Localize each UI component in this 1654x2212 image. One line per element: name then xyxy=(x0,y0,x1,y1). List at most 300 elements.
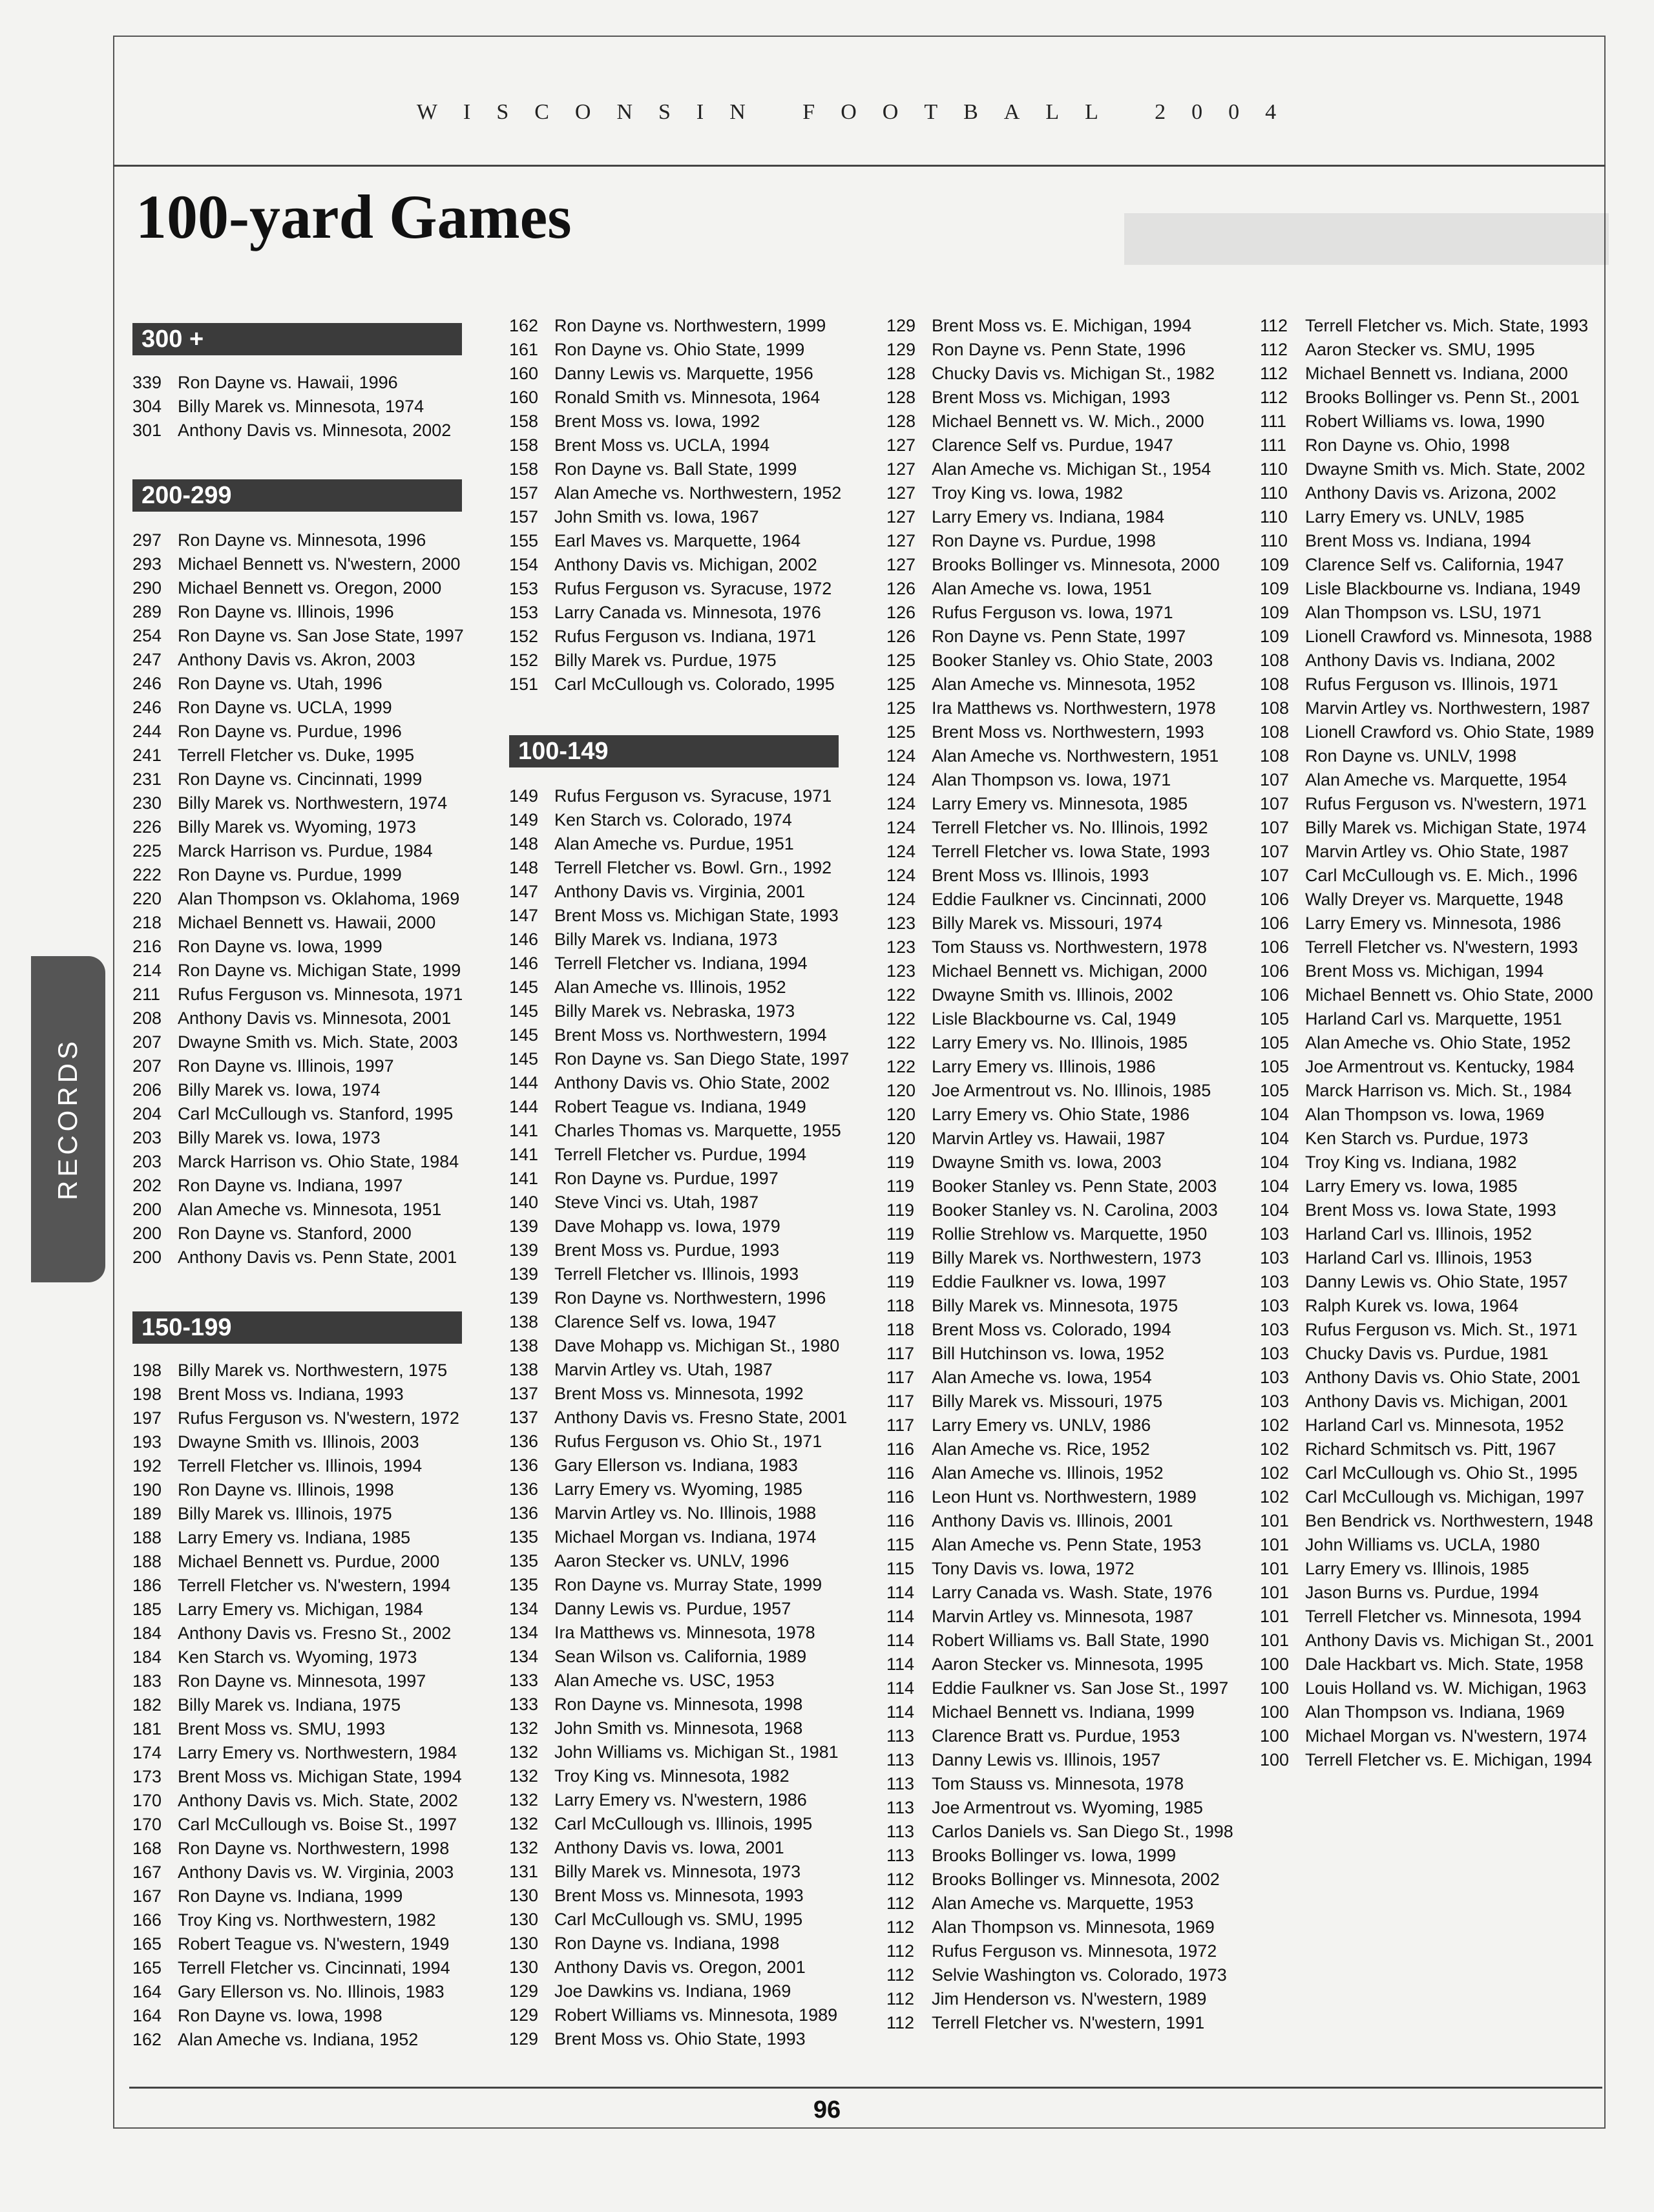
yards-value: 120 xyxy=(886,1129,916,1148)
record-row xyxy=(132,793,447,813)
record-row xyxy=(509,459,797,479)
yards-value: 136 xyxy=(509,1503,539,1523)
record-row xyxy=(132,1456,422,1476)
game-description: Terrell Fletcher vs. Iowa State, 1993 xyxy=(932,842,1210,861)
record-row xyxy=(509,435,769,455)
game-description: Ron Dayne vs. Minnesota, 1998 xyxy=(554,1695,803,1714)
yards-value: 112 xyxy=(1260,364,1288,383)
yards-value: 204 xyxy=(132,1104,162,1123)
record-row xyxy=(132,1432,419,1452)
yards-value: 200 xyxy=(132,1247,162,1267)
yards-value: 158 xyxy=(509,435,539,455)
record-row xyxy=(1260,650,1555,671)
yards-value: 112 xyxy=(886,1989,915,2009)
page-number: 96 xyxy=(813,2096,841,2123)
yards-value: 124 xyxy=(886,794,916,813)
yards-value: 103 xyxy=(1260,1248,1290,1268)
yards-value: 101 xyxy=(1260,1511,1290,1530)
record-row xyxy=(509,929,777,950)
record-row xyxy=(886,1152,1162,1173)
yards-value: 203 xyxy=(132,1152,162,1171)
yards-value: 104 xyxy=(1260,1200,1290,1220)
yards-value: 106 xyxy=(1260,937,1290,957)
yards-value: 120 xyxy=(886,1105,916,1124)
game-description: Ron Dayne vs. Ohio, 1998 xyxy=(1305,435,1510,455)
yards-value: 107 xyxy=(1260,770,1290,789)
yards-value: 114 xyxy=(886,1607,915,1626)
record-row xyxy=(509,674,835,694)
yards-value: 197 xyxy=(132,1408,162,1428)
record-row xyxy=(1260,937,1578,957)
yards-value: 202 xyxy=(132,1176,162,1195)
game-description: Booker Stanley vs. Penn State, 2003 xyxy=(932,1176,1217,1196)
yards-value: 192 xyxy=(132,1456,162,1476)
game-description: Larry Emery vs. Ohio State, 1986 xyxy=(932,1105,1190,1124)
record-row xyxy=(132,912,435,933)
yards-value: 148 xyxy=(509,858,539,877)
game-description: Terrell Fletcher vs. No. Illinois, 1992 xyxy=(932,818,1208,837)
game-description: Michael Bennett vs. Hawaii, 2000 xyxy=(178,913,436,932)
game-description: Larry Emery vs. UNLV, 1986 xyxy=(932,1415,1151,1435)
yards-value: 166 xyxy=(132,1910,162,1930)
record-row xyxy=(1260,1271,1568,1292)
yards-value: 124 xyxy=(886,890,916,909)
record-row xyxy=(132,1384,404,1404)
yards-value: 119 xyxy=(886,1176,915,1196)
record-row xyxy=(886,339,1186,360)
game-description: Brent Moss vs. Iowa, 1992 xyxy=(554,412,760,431)
yards-value: 246 xyxy=(132,698,162,717)
record-row xyxy=(132,960,461,981)
record-row xyxy=(509,833,794,854)
yards-value: 103 xyxy=(1260,1224,1290,1244)
game-description: Louis Holland vs. W. Michigan, 1963 xyxy=(1305,1678,1587,1698)
game-description: Robert Teague vs. N'western, 1949 xyxy=(178,1934,450,1954)
game-description: Brent Moss vs. Michigan, 1994 xyxy=(1305,961,1544,981)
record-row xyxy=(886,1582,1212,1603)
yards-value: 149 xyxy=(509,786,539,806)
yards-value: 145 xyxy=(509,977,539,997)
yards-value: 101 xyxy=(1260,1607,1290,1626)
game-description: Danny Lewis vs. Ohio State, 1957 xyxy=(1305,1272,1568,1291)
yards-value: 114 xyxy=(886,1678,915,1698)
record-row xyxy=(886,363,1215,384)
record-row xyxy=(1260,626,1592,647)
game-description: Richard Schmitsch vs. Pitt, 1967 xyxy=(1305,1439,1556,1459)
game-description: Eddie Faulkner vs. Cincinnati, 2000 xyxy=(932,890,1206,909)
game-description: Alan Ameche vs. Marquette, 1953 xyxy=(932,1894,1194,1913)
record-row xyxy=(509,315,826,336)
record-row xyxy=(132,1103,453,1124)
yards-value: 136 xyxy=(509,1456,539,1475)
record-row xyxy=(509,1813,812,1834)
game-description: Larry Emery vs. No. Illinois, 1985 xyxy=(932,1033,1188,1052)
yards-value: 290 xyxy=(132,578,162,598)
yards-value: 105 xyxy=(1260,1081,1290,1100)
record-row xyxy=(132,1934,449,1954)
game-description: Brent Moss vs. Indiana, 1994 xyxy=(1305,531,1531,550)
game-description: Dwayne Smith vs. Iowa, 2003 xyxy=(932,1153,1162,1172)
game-description: Steve Vinci vs. Utah, 1987 xyxy=(554,1193,759,1212)
yards-value: 128 xyxy=(886,364,916,383)
yards-value: 120 xyxy=(886,1081,916,1100)
yards-value: 106 xyxy=(1260,961,1290,981)
record-row xyxy=(132,1127,381,1148)
yards-value: 145 xyxy=(509,1001,539,1021)
yards-value: 151 xyxy=(509,674,539,694)
record-row xyxy=(886,1056,1156,1077)
yards-value: 129 xyxy=(509,2029,539,2049)
game-description: Brooks Bollinger vs. Penn St., 2001 xyxy=(1305,388,1580,407)
game-description: Michael Bennett vs. Indiana, 1999 xyxy=(932,1702,1195,1722)
game-description: Rufus Ferguson vs. Illinois, 1971 xyxy=(1305,674,1558,694)
yards-value: 136 xyxy=(509,1479,539,1499)
game-description: Brent Moss vs. Indiana, 1993 xyxy=(178,1384,404,1404)
record-row xyxy=(886,578,1152,599)
record-row xyxy=(509,2005,837,2025)
yards-value: 128 xyxy=(886,388,916,407)
game-description: Anthony Davis vs. Arizona, 2002 xyxy=(1305,483,1556,503)
yards-value: 100 xyxy=(1260,1702,1290,1722)
game-description: Ken Starch vs. Wyoming, 1973 xyxy=(178,1647,417,1667)
record-row xyxy=(132,1175,403,1196)
yards-value: 129 xyxy=(509,2005,539,2025)
game-description: Ron Dayne vs. Indiana, 1997 xyxy=(178,1176,403,1195)
yards-value: 103 xyxy=(1260,1392,1290,1411)
side-tab-label: RECORDS xyxy=(52,1037,83,1201)
yards-value: 129 xyxy=(509,1981,539,2001)
game-description: Ron Dayne vs. Indiana, 1999 xyxy=(178,1886,403,1906)
game-description: Anthony Davis vs. Mich. State, 2002 xyxy=(178,1791,458,1810)
game-description: Alan Ameche vs. Minnesota, 1952 xyxy=(932,674,1196,694)
record-row xyxy=(886,1176,1217,1196)
game-description: Harland Carl vs. Minnesota, 1952 xyxy=(1305,1415,1564,1435)
record-row xyxy=(886,1630,1209,1651)
game-description: Ron Dayne vs. Indiana, 1998 xyxy=(554,1934,780,1953)
yards-value: 116 xyxy=(886,1439,915,1459)
record-row xyxy=(886,1510,1173,1531)
game-description: Gary Ellerson vs. Indiana, 1983 xyxy=(554,1456,798,1475)
record-row xyxy=(509,1001,795,1021)
yards-value: 200 xyxy=(132,1224,162,1243)
game-description: Ron Dayne vs. Minnesota, 1996 xyxy=(178,530,426,550)
record-row xyxy=(1260,961,1544,981)
yards-value: 113 xyxy=(886,1822,915,1841)
record-row xyxy=(509,1049,849,1069)
game-description: Joe Armentrout vs. Wyoming, 1985 xyxy=(932,1798,1203,1817)
record-row xyxy=(1260,315,1588,336)
game-description: Ron Dayne vs. Penn State, 1996 xyxy=(932,340,1186,359)
yards-value: 101 xyxy=(1260,1583,1290,1602)
yards-value: 108 xyxy=(1260,722,1290,742)
record-row xyxy=(1260,1534,1540,1555)
record-row xyxy=(886,506,1164,527)
yards-value: 301 xyxy=(132,421,162,440)
game-description: Marvin Artley vs. Utah, 1987 xyxy=(554,1360,773,1379)
record-row xyxy=(886,411,1204,432)
record-row xyxy=(1260,483,1556,503)
record-row xyxy=(509,1861,801,1882)
record-row xyxy=(1260,435,1510,455)
yards-value: 137 xyxy=(509,1408,539,1427)
record-row xyxy=(509,1455,798,1476)
record-row xyxy=(1260,698,1590,718)
yards-value: 129 xyxy=(886,316,916,335)
game-description: Alan Ameche vs. USC, 1953 xyxy=(554,1671,775,1690)
yards-value: 122 xyxy=(886,985,916,1005)
record-row xyxy=(886,554,1220,575)
game-description: Carl McCullough vs. Colorado, 1995 xyxy=(554,674,835,694)
record-row xyxy=(886,1749,1160,1770)
record-row xyxy=(1260,889,1564,910)
game-description: Jim Henderson vs. N'western, 1989 xyxy=(932,1989,1207,2009)
yards-value: 130 xyxy=(509,1910,539,1929)
game-description: Marvin Artley vs. Northwestern, 1987 xyxy=(1305,698,1591,718)
yards-value: 193 xyxy=(132,1432,162,1452)
record-row xyxy=(509,1072,830,1093)
yards-value: 154 xyxy=(509,555,539,574)
yards-value: 184 xyxy=(132,1623,162,1643)
game-description: Charles Thomas vs. Marquette, 1955 xyxy=(554,1121,841,1140)
game-description: John Williams vs. Michigan St., 1981 xyxy=(554,1742,839,1762)
record-row xyxy=(1260,985,1593,1005)
game-description: Rufus Ferguson vs. Indiana, 1971 xyxy=(554,627,817,646)
record-row xyxy=(132,554,460,574)
game-description: Ron Dayne vs. Illinois, 1998 xyxy=(178,1480,394,1499)
record-row xyxy=(509,1574,822,1595)
record-row xyxy=(509,650,777,671)
game-description: Billy Marek vs. Indiana, 1975 xyxy=(178,1695,401,1715)
game-description: Ron Dayne vs. Utah, 1996 xyxy=(178,674,382,693)
game-description: Michael Bennett vs. W. Mich., 2000 xyxy=(932,412,1204,431)
game-description: Billy Marek vs. Nebraska, 1973 xyxy=(554,1001,795,1021)
record-row xyxy=(886,1845,1176,1866)
yards-value: 134 xyxy=(509,1623,539,1642)
game-description: Danny Lewis vs. Illinois, 1957 xyxy=(932,1750,1161,1769)
game-description: Anthony Davis vs. Michigan St., 2001 xyxy=(1305,1631,1595,1650)
record-row xyxy=(886,841,1210,862)
record-row xyxy=(886,769,1171,790)
yards-value: 207 xyxy=(132,1032,162,1052)
game-description: Carlos Daniels vs. San Diego St., 1998 xyxy=(932,1822,1233,1841)
game-description: Alan Thompson vs. Iowa, 1971 xyxy=(932,770,1171,789)
yards-value: 207 xyxy=(132,1056,162,1076)
yards-value: 125 xyxy=(886,651,916,670)
record-row xyxy=(132,372,398,393)
game-description: Chucky Davis vs. Michigan St., 1982 xyxy=(932,364,1215,383)
yards-value: 104 xyxy=(1260,1129,1290,1148)
yards-value: 112 xyxy=(1260,340,1288,359)
yards-value: 107 xyxy=(1260,866,1290,885)
game-description: Larry Emery vs. Iowa, 1985 xyxy=(1305,1176,1518,1196)
record-row xyxy=(886,1247,1201,1268)
section-header: 200-299 xyxy=(132,479,462,512)
yards-value: 130 xyxy=(509,1934,539,1953)
game-description: Dave Mohapp vs. Iowa, 1979 xyxy=(554,1216,780,1236)
record-row xyxy=(1260,578,1580,599)
yards-value: 104 xyxy=(1260,1105,1290,1124)
game-description: Marvin Artley vs. Ohio State, 1987 xyxy=(1305,842,1569,861)
record-row xyxy=(132,1223,412,1244)
game-description: Dwayne Smith vs. Mich. State, 2003 xyxy=(178,1032,458,1052)
record-row xyxy=(886,1869,1220,1890)
yards-value: 114 xyxy=(886,1583,915,1602)
yards-value: 132 xyxy=(509,1838,539,1857)
game-description: Tom Stauss vs. Minnesota, 1978 xyxy=(932,1774,1184,1793)
section-header: 100-149 xyxy=(509,735,839,767)
yards-value: 117 xyxy=(886,1368,915,1387)
record-row xyxy=(132,2029,418,2050)
game-description: Brent Moss vs. Northwestern, 1994 xyxy=(554,1025,827,1045)
yards-value: 124 xyxy=(886,746,916,766)
record-row xyxy=(886,626,1186,647)
game-description: Terrell Fletcher vs. N'western, 1993 xyxy=(1305,937,1578,957)
game-description: Michael Bennett vs. Michigan, 2000 xyxy=(932,961,1208,981)
record-row xyxy=(1260,1343,1549,1364)
record-row xyxy=(509,1933,779,1954)
record-row xyxy=(509,1383,804,1404)
record-row xyxy=(509,809,792,830)
game-description: Ira Matthews vs. Minnesota, 1978 xyxy=(554,1623,815,1642)
yards-value: 126 xyxy=(886,579,916,598)
game-description: Carl McCullough vs. E. Mich., 1996 xyxy=(1305,866,1578,885)
record-row xyxy=(132,1910,436,1930)
record-row xyxy=(132,1766,462,1787)
record-row xyxy=(132,1008,451,1028)
record-row xyxy=(509,1885,804,1906)
game-description: Billy Marek vs. Missouri, 1974 xyxy=(932,913,1163,933)
game-description: Billy Marek vs. Michigan State, 1974 xyxy=(1305,818,1587,837)
footer-rule xyxy=(129,2087,1602,2089)
yards-value: 103 xyxy=(1260,1272,1290,1291)
yards-value: 289 xyxy=(132,602,162,621)
yards-value: 112 xyxy=(886,1894,915,1913)
game-description: Larry Emery vs. Wyoming, 1985 xyxy=(554,1479,802,1499)
yards-value: 200 xyxy=(132,1200,162,1219)
yards-value: 127 xyxy=(886,507,916,527)
record-row xyxy=(1260,1247,1532,1268)
record-row xyxy=(886,793,1188,814)
game-description: Alan Ameche vs. Michigan St., 1954 xyxy=(932,459,1211,479)
record-row xyxy=(132,1695,401,1715)
record-row xyxy=(1260,506,1524,527)
game-description: Brent Moss vs. Michigan State, 1993 xyxy=(554,906,839,925)
yards-value: 214 xyxy=(132,961,162,980)
record-row xyxy=(132,1647,417,1667)
game-description: Larry Emery vs. Minnesota, 1986 xyxy=(1305,913,1562,933)
game-description: Robert Teague vs. Indiana, 1949 xyxy=(554,1097,806,1116)
game-description: Harland Carl vs. Illinois, 1952 xyxy=(1305,1224,1533,1244)
record-row xyxy=(509,881,805,902)
record-row xyxy=(1260,674,1558,694)
record-row xyxy=(509,1311,777,1332)
yards-value: 145 xyxy=(509,1049,539,1069)
record-row xyxy=(1260,339,1535,360)
game-description: Carl McCullough vs. Ohio St., 1995 xyxy=(1305,1463,1578,1483)
record-row xyxy=(1260,1008,1562,1029)
record-row xyxy=(886,1367,1152,1388)
yards-value: 135 xyxy=(509,1575,539,1594)
record-row xyxy=(1260,1606,1582,1627)
game-description: Alan Thompson vs. Iowa, 1969 xyxy=(1305,1105,1545,1124)
record-row xyxy=(1260,1391,1568,1412)
game-description: Brent Moss vs. Ohio State, 1993 xyxy=(554,2029,806,2049)
game-description: Terrell Fletcher vs. N'western, 1994 xyxy=(178,1576,451,1595)
record-row xyxy=(1260,1319,1578,1340)
game-description: Anthony Davis vs. Indiana, 2002 xyxy=(1305,651,1556,670)
game-description: Lionell Crawford vs. Ohio State, 1989 xyxy=(1305,722,1595,742)
record-row xyxy=(886,315,1191,336)
record-row xyxy=(886,1032,1188,1053)
record-row xyxy=(132,984,463,1005)
game-description: Brent Moss vs. Minnesota, 1993 xyxy=(554,1886,804,1905)
yards-value: 126 xyxy=(886,603,916,622)
game-description: Anthony Davis vs. Michigan, 2001 xyxy=(1305,1392,1568,1411)
game-description: Rufus Ferguson vs. Minnesota, 1971 xyxy=(178,985,463,1004)
yards-value: 103 xyxy=(1260,1296,1290,1315)
game-description: Carl McCullough vs. Illinois, 1995 xyxy=(554,1814,813,1833)
game-description: Rufus Ferguson vs. Syracuse, 1971 xyxy=(554,786,832,806)
game-description: Rufus Ferguson vs. Syracuse, 1972 xyxy=(554,579,832,598)
game-description: Marck Harrison vs. Ohio State, 1984 xyxy=(178,1152,459,1171)
yards-value: 128 xyxy=(886,412,916,431)
game-description: Ron Dayne vs. Purdue, 1999 xyxy=(178,865,402,884)
yards-value: 145 xyxy=(509,1025,539,1045)
game-description: Anthony Davis vs. Oregon, 2001 xyxy=(554,1957,806,1977)
record-row xyxy=(509,387,820,408)
game-description: Ron Dayne vs. UCLA, 1999 xyxy=(178,698,392,717)
game-description: Ron Dayne vs. San Diego State, 1997 xyxy=(554,1049,850,1069)
game-description: Billy Marek vs. Purdue, 1975 xyxy=(554,651,777,670)
yards-value: 107 xyxy=(1260,842,1290,861)
record-row xyxy=(132,1862,454,1883)
record-row xyxy=(132,1623,451,1643)
record-row xyxy=(132,697,392,718)
yards-value: 141 xyxy=(509,1145,539,1164)
yards-value: 100 xyxy=(1260,1654,1290,1674)
game-description: Anthony Davis vs. Fresno State, 2001 xyxy=(554,1408,848,1427)
record-row xyxy=(1260,1104,1544,1125)
record-row xyxy=(886,1319,1171,1340)
record-row xyxy=(886,1487,1197,1507)
yards-value: 203 xyxy=(132,1128,162,1147)
game-description: Clarence Self vs. Purdue, 1947 xyxy=(932,435,1173,455)
yards-value: 135 xyxy=(509,1527,539,1547)
yards-value: 152 xyxy=(509,651,539,670)
record-row xyxy=(509,602,821,623)
yards-value: 116 xyxy=(886,1511,915,1530)
yards-value: 125 xyxy=(886,722,916,742)
record-row xyxy=(886,1128,1166,1149)
game-description: Alan Ameche vs. Northwestern, 1952 xyxy=(554,483,842,503)
game-description: Terrell Fletcher vs. Purdue, 1994 xyxy=(554,1145,807,1164)
yards-value: 186 xyxy=(132,1576,162,1595)
game-description: Terrell Fletcher vs. Illinois, 1993 xyxy=(554,1264,799,1284)
yards-value: 105 xyxy=(1260,1033,1290,1052)
game-description: Robert Williams vs. Iowa, 1990 xyxy=(1305,412,1545,431)
record-row xyxy=(132,721,402,742)
game-description: Alan Ameche vs. Minnesota, 1951 xyxy=(178,1200,442,1219)
record-row xyxy=(886,1439,1150,1459)
yards-value: 122 xyxy=(886,1033,916,1052)
record-row xyxy=(509,1216,780,1236)
record-row xyxy=(886,459,1211,479)
record-row xyxy=(132,396,424,417)
yards-value: 127 xyxy=(886,459,916,479)
game-description: Brent Moss vs. Michigan, 1993 xyxy=(932,388,1171,407)
game-description: Harland Carl vs. Illinois, 1953 xyxy=(1305,1248,1533,1268)
yards-value: 112 xyxy=(886,1965,915,1985)
